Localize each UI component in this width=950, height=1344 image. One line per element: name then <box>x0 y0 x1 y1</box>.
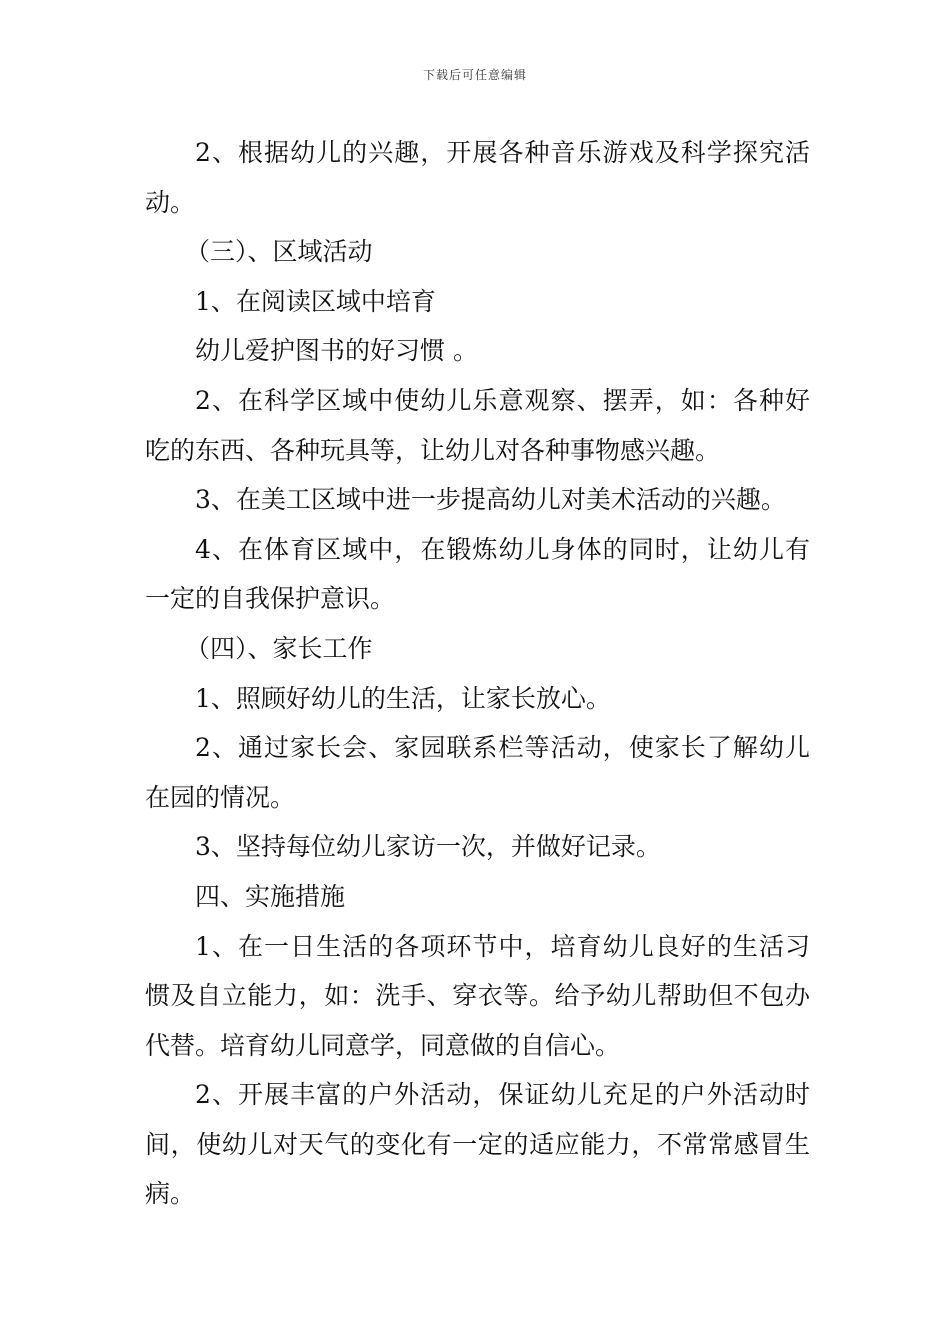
paragraph-reading-area: 1、在阅读区域中培育 <box>195 286 436 316</box>
document-body <box>145 128 810 1219</box>
section-heading-parent-work: （四）、家长工作 <box>185 633 373 663</box>
paragraph-music-activities: 2、根据幼儿的兴趣，开展各种音乐游戏及科学探究活动。 <box>145 138 810 217</box>
section-heading-area-activities: （三）、区域活动 <box>185 237 373 267</box>
paragraph-book-habits: 幼儿爱护图书的好习惯 。 <box>195 336 478 366</box>
paragraph-outdoor-activities: 2、开展丰富的户外活动，保证幼儿充足的户外活动时间，使幼儿对天气的变化有一定的适应能力，不常常感冒生病。 <box>145 1080 810 1209</box>
paragraph-care-children: 1、照顾好幼儿的生活，让家长放心。 <box>195 683 611 713</box>
paragraph-art-area: 3、在美工区域中进一步提高幼儿对美术活动的兴趣。 <box>195 485 786 515</box>
paragraph-sports-area: 4、在体育区域中，在锻炼幼儿身体的同时，让幼儿有一定的自我保护意识。 <box>145 534 810 614</box>
paragraph-daily-life-habits: 1、在一日生活的各项环节中，培育幼儿良好的生活习惯及自立能力，如：洗手、穿衣等。给予幼儿帮助但不包办代替。培育幼儿同意学，同意做的自信心。 <box>145 931 810 1060</box>
section-heading-measures: 四、实施措施 <box>195 881 346 911</box>
header-note: 下载后可任意编辑 <box>422 68 527 82</box>
paragraph-parent-meetings: 2、通过家长会、家园联系栏等活动，使家长了解幼儿在园的情况。 <box>145 733 810 812</box>
paragraph-science-area: 2、在科学区域中使幼儿乐意观察、摆弄，如：各种好吃的东西、各种玩具等，让幼儿对各种事物感兴趣。 <box>145 385 810 465</box>
paragraph-home-visits: 3、坚持每位幼儿家访一次，并做好记录。 <box>195 832 661 862</box>
